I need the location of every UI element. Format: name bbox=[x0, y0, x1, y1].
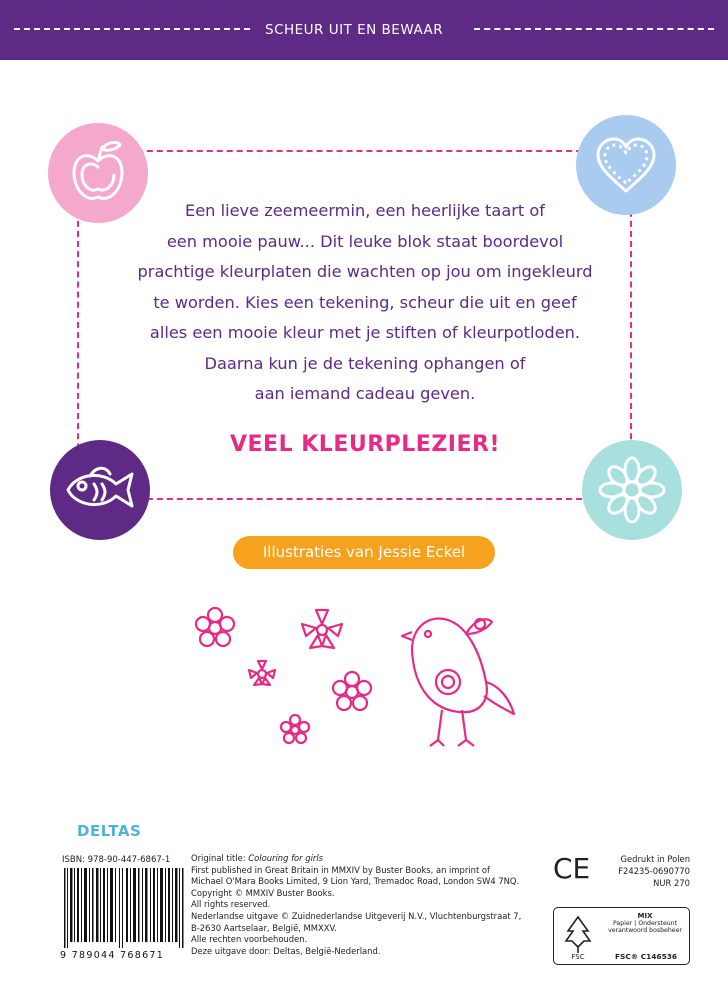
barcode-number: 9 789044 768671 bbox=[60, 950, 165, 961]
tear-out-label: SCHEUR UIT EN BEWAAR bbox=[265, 22, 444, 38]
top-banner bbox=[0, 0, 728, 60]
description-line: alles een mooie kleur met je stiften of kleurpotloden. bbox=[149, 323, 581, 342]
credit-line: Copyright © MMXIV Buster Books. bbox=[191, 887, 335, 898]
flower-medium-icon bbox=[333, 672, 371, 710]
description-line: prachtige kleurplaten die wachten op jou om ingekleurd bbox=[137, 262, 593, 281]
flower-small-2-icon bbox=[249, 661, 275, 685]
isbn: ISBN: 978-90-447-6867-1 bbox=[62, 855, 171, 865]
description-line: te worden. Kies een tekening, scheur die uit en geef bbox=[153, 292, 577, 312]
description-line: een mooie pauw... Dit leuke blok staat boordevol bbox=[166, 231, 564, 251]
copyright-credits bbox=[191, 853, 546, 957]
credit-line: Michael O'Mara Books Limited, 9 Lion Yard, Tremadoc Road, London SW4 7NQ. bbox=[191, 876, 520, 887]
credit-line: All rights reserved. bbox=[191, 899, 271, 910]
ce-mark: CE bbox=[553, 852, 591, 885]
description-line: Daarna kun je de tekening ophangen of bbox=[204, 353, 526, 373]
original-title: Colouring for girls bbox=[248, 853, 324, 863]
headline: VEEL KLEURPLEZIER! bbox=[230, 432, 500, 457]
print-info-line: F24235-0690770 bbox=[618, 866, 690, 876]
credit-line: Nederlandse uitgave © Zuidnederlandse Uitgeverij N.V., Vluchtenburgstraat 7, bbox=[191, 910, 522, 921]
fsc-mix-line: Papier | Ondersteunt bbox=[612, 920, 678, 928]
credit-line: Deze uitgave door: Deltas, België-Nederland. bbox=[191, 945, 381, 956]
fsc-mix-line: verantwoord bosbeheer bbox=[608, 927, 682, 935]
description-text bbox=[120, 196, 610, 410]
tear-line-left bbox=[14, 28, 250, 30]
flower-star-icon bbox=[302, 610, 342, 648]
illustrator-badge: Illustraties van Jessie Eckel bbox=[233, 536, 495, 569]
tear-line-right bbox=[474, 28, 714, 30]
fsc-mix-heading: MIX bbox=[637, 912, 653, 920]
flower-small-1-icon bbox=[196, 608, 234, 646]
bird-icon bbox=[402, 618, 514, 746]
print-info-line: Gedrukt in Polen bbox=[620, 854, 690, 864]
original-title-line bbox=[191, 853, 546, 865]
credit-line: First published in Great Britain in MMXIV by Buster Books, an imprint of bbox=[191, 864, 490, 875]
flower-bottom-icon bbox=[281, 715, 309, 743]
publisher-logo: DELTAS bbox=[77, 822, 142, 840]
decorative-illustration bbox=[180, 590, 520, 760]
fsc-logo-text: FSC bbox=[571, 953, 585, 961]
description-line: aan iemand cadeau geven. bbox=[254, 384, 476, 403]
credit-line: Alle rechten voorbehouden. bbox=[191, 934, 308, 945]
print-info-line: NUR 270 bbox=[653, 878, 690, 888]
print-info bbox=[610, 853, 690, 889]
fsc-mix-text bbox=[604, 913, 686, 935]
credit-line: B-2630 Aartselaar, België, MMXXV. bbox=[191, 922, 337, 933]
fsc-code: FSC® C146536 bbox=[614, 952, 678, 961]
fsc-label bbox=[553, 907, 690, 965]
description-line: Een lieve zeemeermin, een heerlijke taart of bbox=[184, 201, 545, 220]
fsc-tree-icon bbox=[560, 913, 596, 957]
original-title-label: Original title: bbox=[191, 853, 249, 863]
barcode bbox=[60, 868, 186, 948]
